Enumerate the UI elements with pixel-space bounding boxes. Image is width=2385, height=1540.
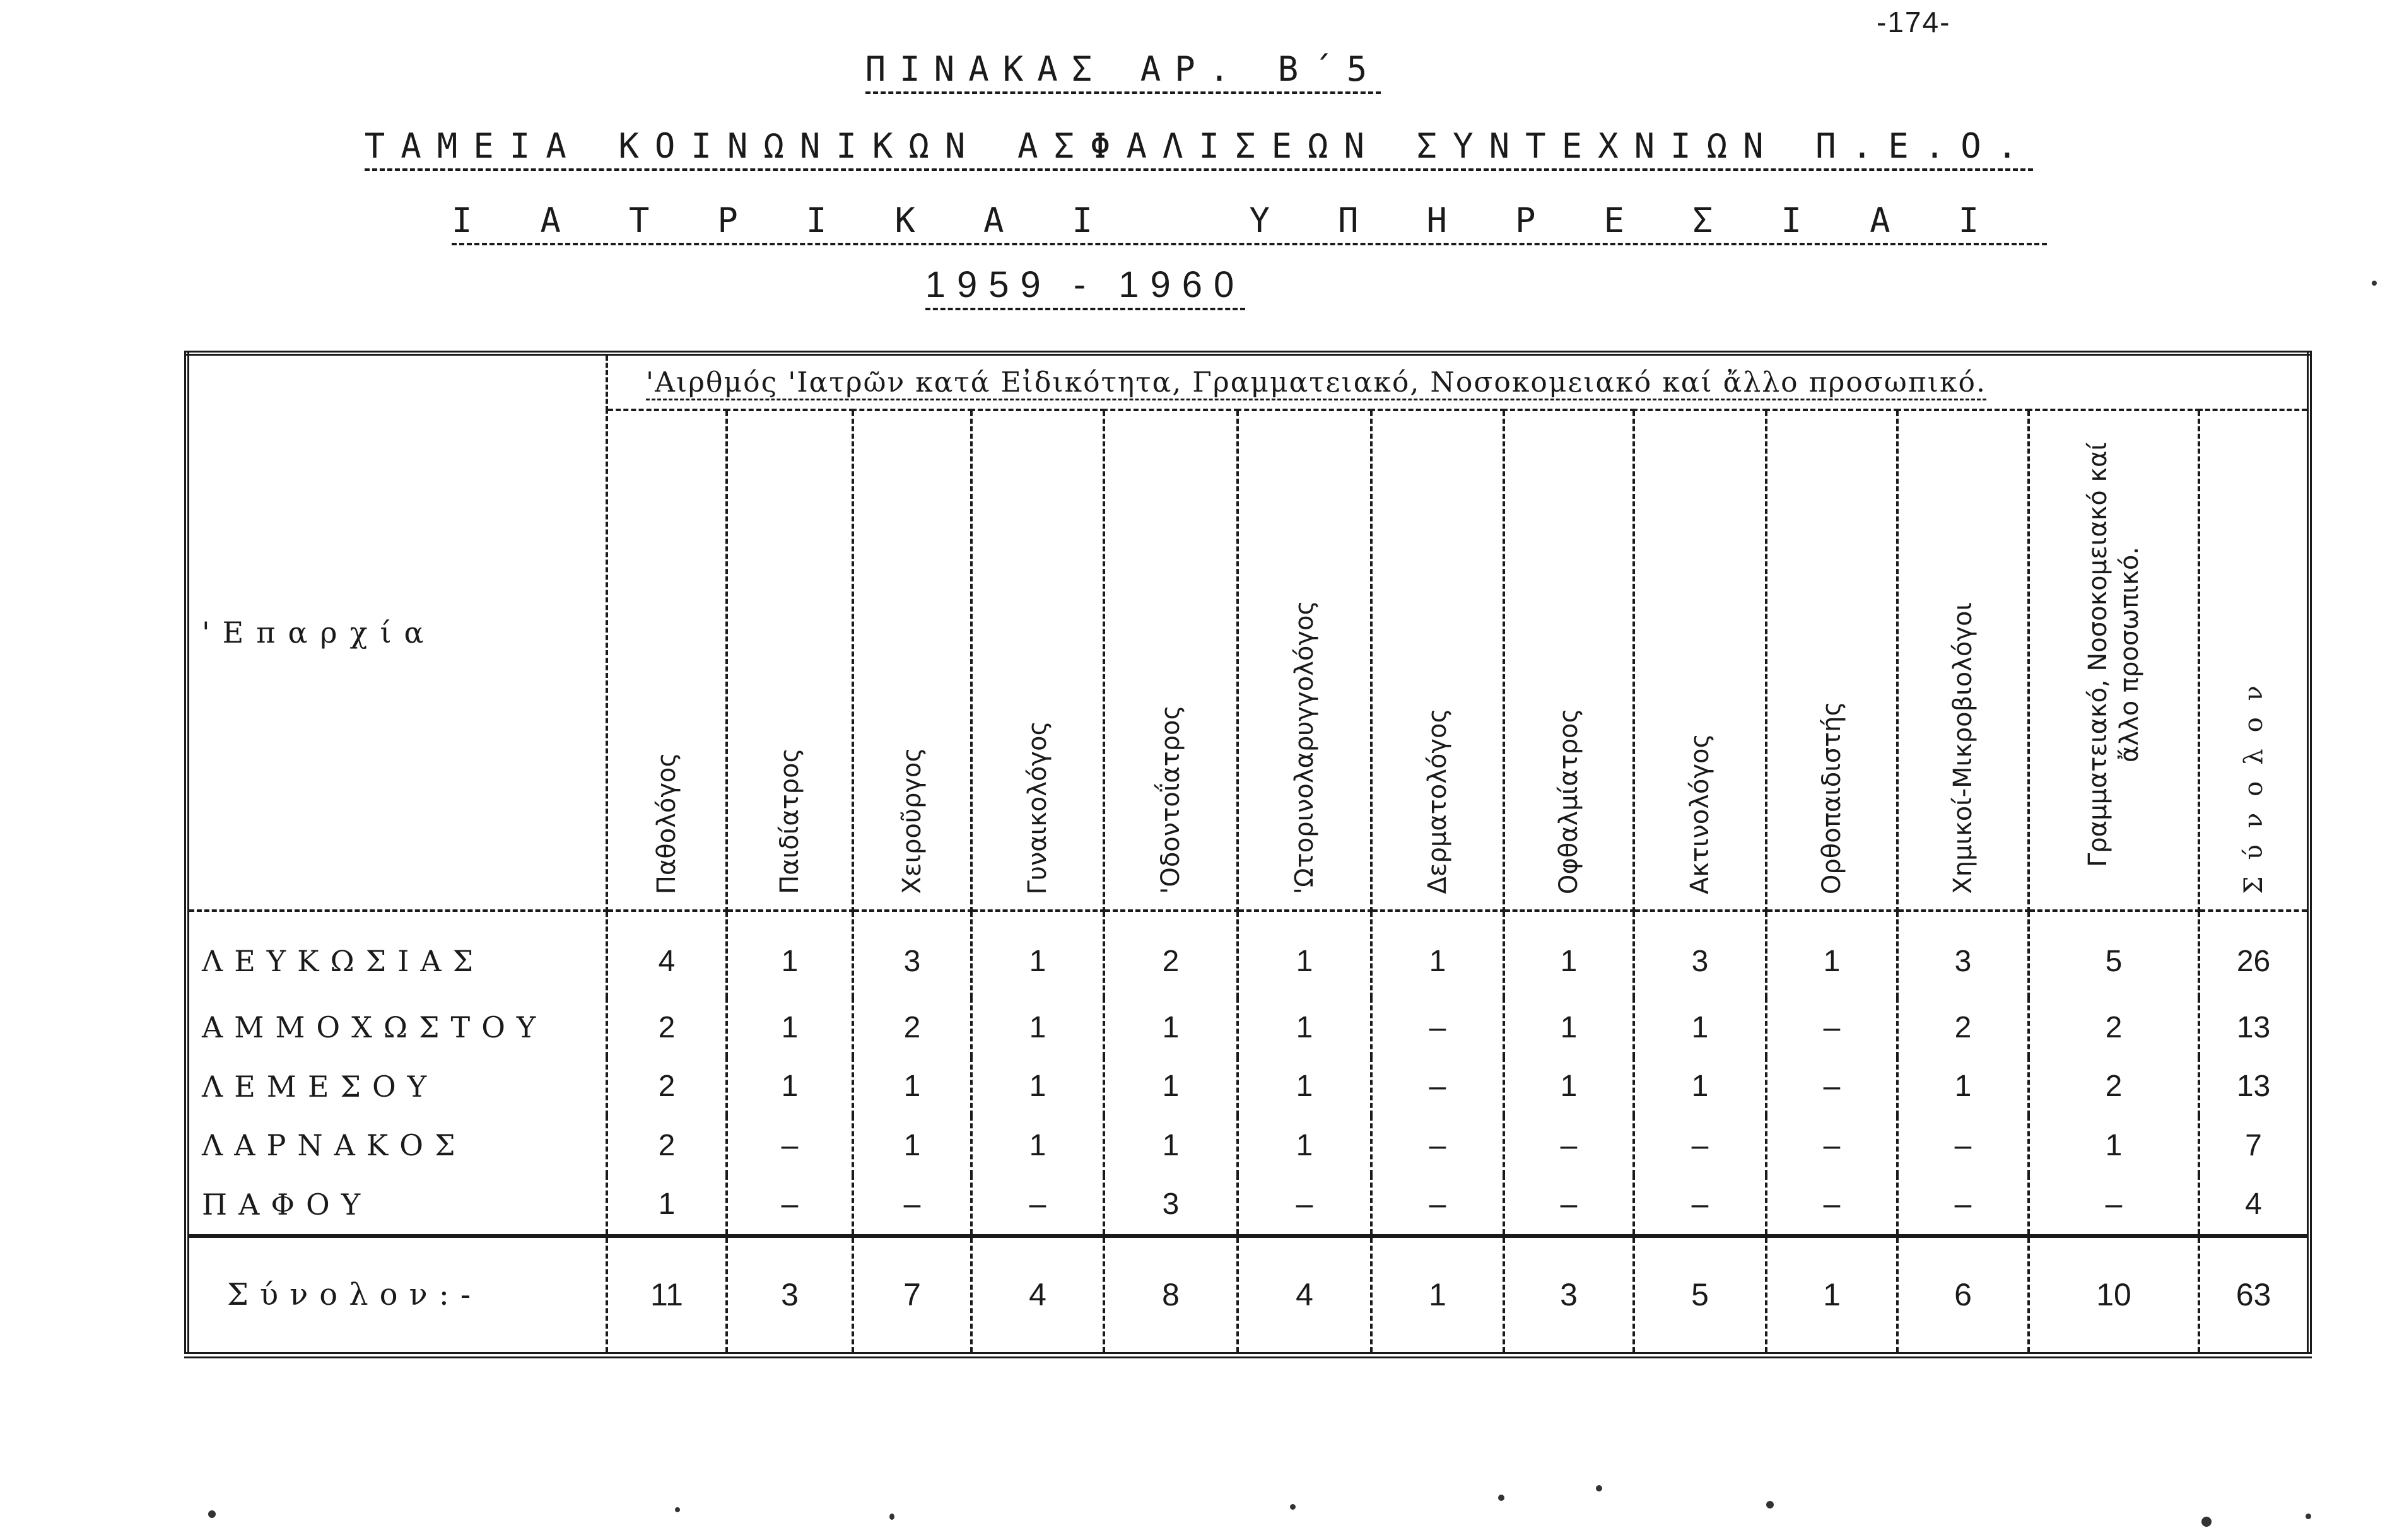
value-cell: –	[1766, 1116, 1897, 1175]
totals-label: Σύνολον:-	[187, 1236, 607, 1355]
value-cell: 1	[1634, 1057, 1766, 1116]
column-header: Γυναικολόγος	[971, 410, 1104, 911]
scan-speck	[1290, 1504, 1296, 1510]
total-cell: 6	[1897, 1236, 2029, 1355]
scan-speck	[675, 1507, 680, 1512]
column-header: Χειροῦργος	[853, 410, 971, 911]
table-period: 1959 - 1960	[0, 264, 2278, 306]
value-cell: 4	[607, 911, 727, 998]
value-cell: –	[1371, 1057, 1504, 1116]
value-cell: –	[1634, 1116, 1766, 1175]
value-cell: –	[1371, 1175, 1504, 1236]
scan-speck	[889, 1514, 894, 1520]
column-header: Χημικοί-Μικροβιολόγοι	[1897, 410, 2029, 911]
value-cell: 2	[1104, 911, 1238, 998]
group-header: 'Αιρθμός 'Ιατρῶν κατά Εἰδικότητα, Γραμματειακό, Νοσοκομειακό καί ἄλλο προσωπικό.	[607, 353, 2309, 410]
value-cell: 1	[1504, 911, 1634, 998]
value-cell: –	[1766, 998, 1897, 1057]
value-cell: 1	[607, 1175, 727, 1236]
value-cell: 2	[2029, 998, 2199, 1057]
region-cell: ΛΕΜΕΣΟΥ	[187, 1057, 607, 1116]
value-cell: 1	[727, 911, 853, 998]
row-total-cell: 13	[2199, 998, 2309, 1057]
value-cell: –	[1371, 1116, 1504, 1175]
value-cell: 1	[971, 998, 1104, 1057]
total-cell: 4	[1238, 1236, 1371, 1355]
scan-speck	[1596, 1485, 1602, 1491]
table-section-title: ΙΑΤΡΙΚΑΙ ΥΠΗΡΕΣΙΑΙ	[57, 201, 2385, 240]
value-cell: 2	[607, 1057, 727, 1116]
column-header: Παθολόγος	[607, 410, 727, 911]
total-cell: 3	[1504, 1236, 1634, 1355]
value-cell: 1	[971, 1116, 1104, 1175]
value-cell: 1	[727, 1057, 853, 1116]
region-cell: ΛΑΡΝΑΚΟΣ	[187, 1116, 607, 1175]
scan-speck	[1766, 1501, 1774, 1508]
value-cell: –	[727, 1175, 853, 1236]
scan-speck	[2306, 1514, 2311, 1519]
value-cell: –	[1766, 1175, 1897, 1236]
column-header: Παιδίατρος	[727, 410, 853, 911]
total-cell: 11	[607, 1236, 727, 1355]
total-cell: 3	[727, 1236, 853, 1355]
table-row	[187, 1175, 2309, 1236]
total-cell: 8	[1104, 1236, 1238, 1355]
total-cell: 4	[971, 1236, 1104, 1355]
table-row	[187, 911, 2309, 998]
value-cell: –	[1238, 1175, 1371, 1236]
total-cell: 1	[1371, 1236, 1504, 1355]
value-cell: 1	[1238, 998, 1371, 1057]
page-number: -174-	[1877, 6, 1951, 38]
column-header: Ορθοπαιδιστής	[1766, 410, 1897, 911]
region-column-header: 'Επαρχία	[187, 353, 607, 911]
value-cell: –	[1371, 998, 1504, 1057]
value-cell: –	[727, 1116, 853, 1175]
value-cell: 5	[2029, 911, 2199, 998]
value-cell: 1	[2029, 1116, 2199, 1175]
total-cell: 7	[853, 1236, 971, 1355]
value-cell: 1	[727, 998, 853, 1057]
value-cell: –	[971, 1175, 1104, 1236]
row-total-cell: 4	[2199, 1175, 2309, 1236]
value-cell: 1	[1371, 911, 1504, 998]
value-cell: 1	[1104, 998, 1238, 1057]
column-header: Δερματολόγος	[1371, 410, 1504, 911]
total-cell: 5	[1634, 1236, 1766, 1355]
value-cell: 1	[1104, 1057, 1238, 1116]
value-cell: –	[1897, 1116, 2029, 1175]
column-header: 'Οδοντοΐατρος	[1104, 410, 1238, 911]
value-cell: 3	[1634, 911, 1766, 998]
column-header-total: Σύνολον	[2199, 410, 2309, 911]
total-cell: 1	[1766, 1236, 1897, 1355]
column-header: Οφθαλμίατρος	[1504, 410, 1634, 911]
value-cell: 1	[1104, 1116, 1238, 1175]
value-cell: 1	[853, 1116, 971, 1175]
totals-row	[187, 1236, 2309, 1355]
value-cell: 1	[1238, 1057, 1371, 1116]
column-header: 'Ωτορινολαρυγγολόγος	[1238, 410, 1371, 911]
column-header: Ακτινολόγος	[1634, 410, 1766, 911]
value-cell: 1	[1238, 1116, 1371, 1175]
value-cell: 3	[853, 911, 971, 998]
total-cell: 10	[2029, 1236, 2199, 1355]
value-cell: 1	[971, 1057, 1104, 1116]
value-cell: 2	[853, 998, 971, 1057]
value-cell: 1	[1504, 998, 1634, 1057]
table-title: ΠΙΝΑΚΑΣ ΑΡ. Β΄5	[0, 49, 2316, 89]
region-cell: ΛΕΥΚΩΣΙΑΣ	[187, 911, 607, 998]
value-cell: 1	[1766, 911, 1897, 998]
value-cell: 2	[607, 1116, 727, 1175]
value-cell: 1	[1634, 998, 1766, 1057]
row-total-cell: 13	[2199, 1057, 2309, 1116]
value-cell: 3	[1897, 911, 2029, 998]
region-cell: ΠΑΦΟΥ	[187, 1175, 607, 1236]
value-cell: 1	[853, 1057, 971, 1116]
value-cell: 1	[1238, 911, 1371, 998]
value-cell: 1	[1504, 1057, 1634, 1116]
value-cell: 2	[1897, 998, 2029, 1057]
scan-speck	[2201, 1517, 2212, 1527]
value-cell: –	[1504, 1175, 1634, 1236]
table-subtitle: ΤΑΜΕΙΑ ΚΟΙΝΩΝΙΚΩΝ ΑΣΦΑΛΙΣΕΩΝ ΣΥΝΤΕΧΝΙΩΝ Π.Ε.Ο.	[6, 126, 2385, 166]
value-cell: –	[1766, 1057, 1897, 1116]
table-row	[187, 1057, 2309, 1116]
scan-speck	[1498, 1495, 1504, 1501]
value-cell: 1	[971, 911, 1104, 998]
value-cell: –	[1897, 1175, 2029, 1236]
value-cell: –	[2029, 1175, 2199, 1236]
value-cell: –	[853, 1175, 971, 1236]
table-row	[187, 1116, 2309, 1175]
data-table	[184, 351, 2312, 1358]
value-cell: –	[1634, 1175, 1766, 1236]
grand-total-cell: 63	[2199, 1236, 2309, 1355]
row-total-cell: 26	[2199, 911, 2309, 998]
scan-speck	[2372, 281, 2377, 286]
value-cell: –	[1504, 1116, 1634, 1175]
table-row	[187, 998, 2309, 1057]
value-cell: 1	[1897, 1057, 2029, 1116]
value-cell: 2	[607, 998, 727, 1057]
value-cell: 2	[2029, 1057, 2199, 1116]
region-cell: ΑΜΜΟΧΩΣΤΟΥ	[187, 998, 607, 1057]
column-header: Γραμματειακό, Νοσοκομειακό καί ἄλλο προσωπικό.	[2029, 410, 2199, 911]
value-cell: 3	[1104, 1175, 1238, 1236]
row-total-cell: 7	[2199, 1116, 2309, 1175]
scan-speck	[208, 1510, 216, 1518]
